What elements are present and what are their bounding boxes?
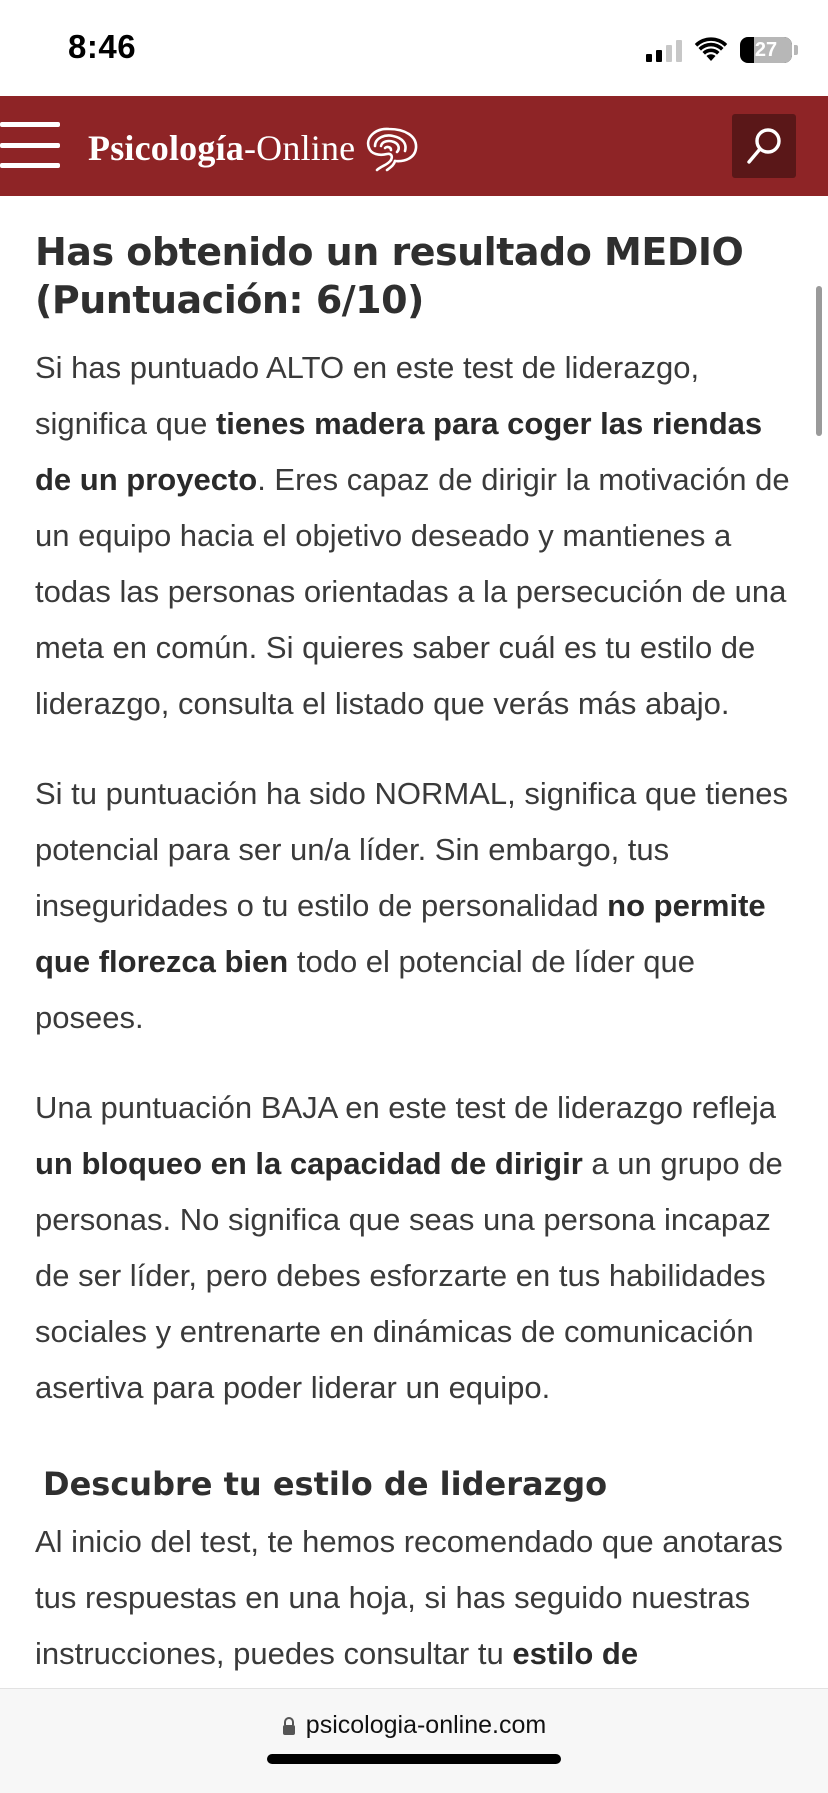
battery-cap xyxy=(794,45,798,55)
result-title: Has obtenido un resultado MEDIO (Puntuación: 6/10) xyxy=(35,230,744,322)
status-bar xyxy=(0,0,828,96)
lock-icon xyxy=(282,1717,296,1735)
paragraph-low-score: Una puntuación BAJA en este test de liderazgo refleja un bloqueo en la capacidad de dirigir a un grupo de personas. No significa que seas una persona incapaz de ser líder, pero debes esforzarte en tus habilidades sociales y entrenarte en dinámicas de comunicación asertiva para poder liderar un equipo. xyxy=(35,1090,783,1405)
cellular-signal-icon xyxy=(646,38,682,62)
section-title: Descubre tu estilo de liderazgo xyxy=(43,1465,608,1503)
emphasis-text: estilo de xyxy=(512,1636,639,1671)
battery-icon xyxy=(740,37,792,63)
logo-text: Psicología-Online xyxy=(88,128,356,168)
brain-logo-icon xyxy=(361,124,421,172)
emphasis-text: tienes madera para coger las riendas de un proyecto xyxy=(35,406,763,497)
site-logo[interactable] xyxy=(88,124,421,172)
emphasis-text: no permite que florezca bien xyxy=(35,888,766,979)
site-header xyxy=(0,96,828,196)
article-content xyxy=(35,196,795,1682)
hamburger-menu-icon[interactable] xyxy=(0,122,60,168)
browser-url-bar[interactable] xyxy=(0,1688,828,1793)
status-icons xyxy=(646,34,798,66)
paragraph-style-intro: Al inicio del test, te hemos recomendado que anotaras tus respuestas en una hoja, si has seguido nuestras instrucciones, puedes consultar tu estilo de xyxy=(35,1524,783,1671)
paragraph-high-score: Si has puntuado ALTO en este test de liderazgo, significa que tienes madera para coger las riendas de un proyecto. Eres capaz de dirigir la motivación de un equipo hacia el objetivo deseado y mantienes a todas las personas orientadas a la persecución de una meta en común. Si quieres saber cuál es tu estilo de liderazgo, consulta el listado que verás más abajo. xyxy=(35,350,790,721)
battery-level: 27 xyxy=(754,39,778,61)
wifi-icon xyxy=(694,37,728,63)
status-time: 8:46 xyxy=(68,28,137,65)
url-domain: psicologia-online.com xyxy=(305,1711,547,1739)
paragraph-normal-score: Si tu puntuación ha sido NORMAL, significa que tienes potencial para ser un/a líder. Sin embargo, tus inseguridades o tu estilo de personalidad no permite que florezca bien todo el potencial de líder que posees. xyxy=(35,776,789,1035)
search-button[interactable] xyxy=(732,114,796,178)
url-display[interactable] xyxy=(0,1711,828,1740)
scrollbar[interactable] xyxy=(816,286,822,436)
search-icon xyxy=(744,126,784,166)
home-indicator[interactable] xyxy=(267,1754,561,1764)
emphasis-text: un bloqueo en la capacidad de dirigir xyxy=(35,1146,583,1181)
